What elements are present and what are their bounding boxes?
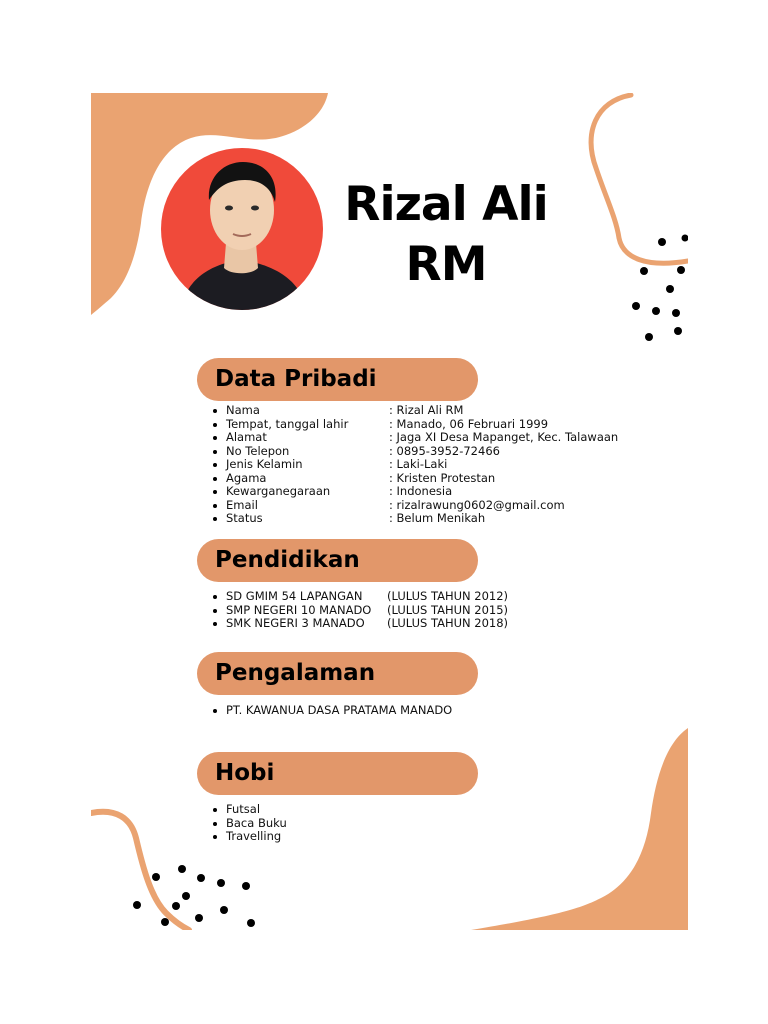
list-item: Agama : Kristen Protestan: [211, 472, 348, 486]
list-item: Alamat : Jaga XI Desa Mapanget, Kec. Talawaan: [211, 431, 348, 445]
personal-data-list: [211, 403, 619, 526]
list-item: Nama : Rizal Ali RM: [211, 404, 348, 418]
dots-top-right: [632, 235, 688, 342]
list-item: Travelling: [211, 830, 287, 844]
list-item: No Telepon : 0895-3952-72466: [211, 445, 348, 459]
page-title: [316, 175, 576, 295]
list-item: PT. KAWANUA DASA PRATAMA MANADO: [211, 704, 452, 718]
education-list: [211, 589, 509, 631]
name-line-2: RM: [405, 237, 487, 292]
top-right-squiggle: [591, 95, 688, 263]
section-heading-pendidikan: Pendidikan: [197, 539, 478, 582]
list-item: Baca Buku: [211, 817, 287, 831]
list-item: SD GMIM 54 LAPANGAN (LULUS TAHUN 2012): [211, 590, 371, 604]
list-item: Tempat, tanggal lahir : Manado, 06 Februari 1999: [211, 418, 348, 432]
cv-page: [91, 93, 688, 930]
section-heading-data-pribadi: Data Pribadi: [197, 358, 478, 401]
section-heading-hobi: Hobi: [197, 752, 478, 795]
list-item: Kewarganegaraan : Indonesia: [211, 485, 348, 499]
experience-list: [211, 704, 452, 718]
list-item: SMK NEGERI 3 MANADO (LULUS TAHUN 2018): [211, 617, 371, 631]
list-item: Jenis Kelamin : Laki-Laki: [211, 458, 348, 472]
profile-photo: [161, 148, 323, 310]
hobby-list: [211, 803, 287, 844]
list-item: Futsal: [211, 803, 287, 817]
bottom-right-blob: [471, 728, 688, 930]
section-heading-pengalaman: Pengalaman: [197, 652, 478, 695]
list-item: Email : rizalrawung0602@gmail.com: [211, 499, 348, 513]
list-item: Status : Belum Menikah: [211, 512, 348, 526]
list-item: SMP NEGERI 10 MANADO (LULUS TAHUN 2015): [211, 604, 371, 618]
name-line-1: Rizal Ali: [344, 177, 548, 232]
bottom-left-squiggle: [91, 812, 189, 930]
